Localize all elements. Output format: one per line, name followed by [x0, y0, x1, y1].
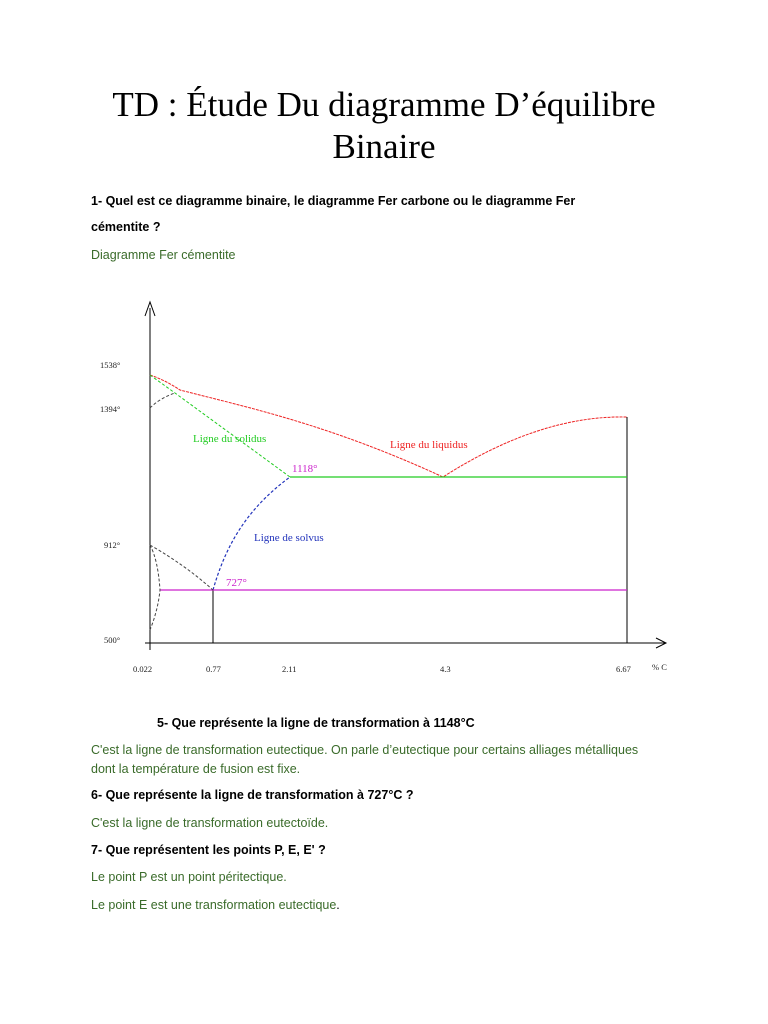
answer-7-point-e — [91, 896, 340, 914]
y-tick-912: 912° — [104, 540, 121, 550]
liquidus-line — [150, 375, 627, 477]
x-axis-unit: % C — [652, 662, 667, 672]
question-1-line-2: cémentite ? — [91, 220, 161, 234]
alpha-solvus-line — [150, 545, 160, 630]
title-line-2: Binaire — [332, 127, 436, 166]
y-tick-500: 500° — [104, 635, 121, 645]
gamma-alpha-line — [150, 545, 213, 590]
x-tick-667: 6.67 — [616, 664, 631, 674]
solidus-line — [150, 375, 290, 477]
answer-1: Diagramme Fer cémentite — [91, 248, 236, 262]
question-6: 6- Que représente la ligne de transformation à 727°C ? — [91, 788, 414, 802]
title-line-1: TD : Étude Du diagramme D’équilibre — [112, 85, 656, 124]
question-1-line-1: 1- Quel est ce diagramme binaire, le diagramme Fer carbone ou le diagramme Fer — [91, 194, 576, 208]
answer-7-point-p: Le point P est un point péritectique. — [91, 870, 287, 884]
delta-region-line — [150, 393, 175, 408]
question-7: 7- Que représentent les points P, E, E' ? — [91, 843, 326, 857]
liquidus-label: Ligne du liquidus — [390, 439, 468, 451]
answer-5-line-1: C'est la ligne de transformation eutectique. On parle d’eutectique pour certains alliages métalliques — [91, 743, 639, 757]
x-tick-077: 0.77 — [206, 664, 221, 674]
solidus-label: Ligne du solidus — [193, 433, 267, 445]
solvus-label: Ligne de solvus — [254, 532, 324, 544]
x-tick-43: 4.3 — [440, 664, 451, 674]
question-5: 5- Que représente la ligne de transformation à 1148°C — [157, 716, 475, 730]
eutectic-point-label: 1118° — [292, 463, 318, 475]
page-title — [0, 84, 768, 168]
y-tick-1394: 1394° — [100, 404, 121, 414]
eutectoid-point-label: 727° — [226, 577, 247, 589]
answer-7-point-e-text: Le point E est une transformation eutectique — [91, 898, 337, 912]
answer-6: C'est la ligne de transformation eutectoïde. — [91, 816, 329, 830]
x-tick-0022: 0.022 — [133, 664, 153, 674]
answer-5-line-2: dont la température de fusion est fixe. — [91, 762, 301, 776]
x-tick-211: 2.11 — [282, 664, 297, 674]
answer-7-point-e-period: . — [336, 898, 340, 912]
iron-carbon-phase-diagram — [0, 290, 768, 690]
y-tick-1538: 1538° — [100, 360, 121, 370]
